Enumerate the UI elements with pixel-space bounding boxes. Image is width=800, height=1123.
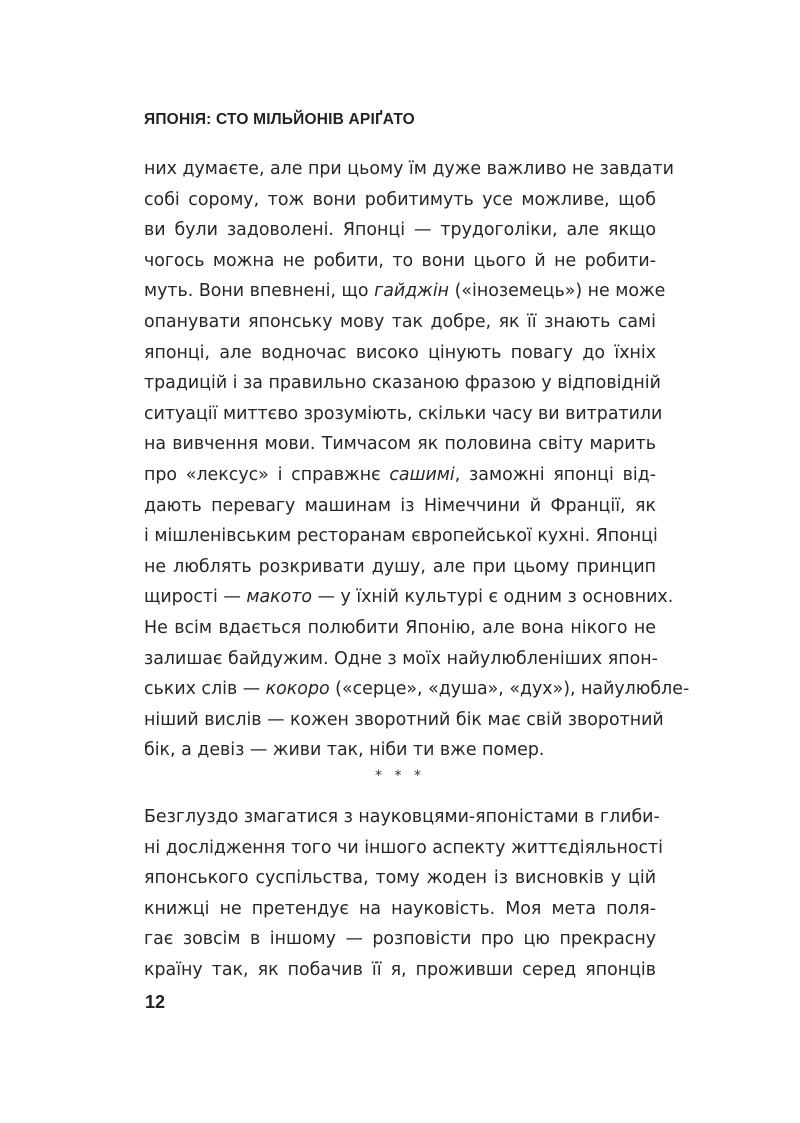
text-line [144,307,656,338]
paragraph-1 [144,154,690,766]
text-run: опанувати японську мову так добре, як її знають самі [144,311,656,332]
text-run: японського суспільства, тому жоден із висновків у цій [144,868,656,889]
text-line [144,399,663,430]
text-run: японці, але водночас високо цінують повагу до їхніх [144,342,656,363]
text-run: муть. Вони впевнені, що [144,281,375,302]
text-run: ні дослідження того чи іншого аспекту життєдіяльності [144,837,663,858]
text-run: про «лексус» і справжнє [144,464,390,485]
text-run: собі сорому, тож вони робитимуть усе можливе, щоб [144,189,656,210]
text-line [144,833,663,864]
text-line [144,894,656,925]
text-run: Безглуздо змагатися з науковцями-японістами в глиби- [144,807,660,827]
text-line [144,674,690,705]
text-line [144,802,660,833]
text-run: ніший вислів — кожен зворотний бік має свій зворотний [144,709,664,730]
text-run: на вивчення мови. Тимчасом як половина світу марить [144,434,656,455]
text-run: ситуації миттєво зрозуміють, скільки часу ви витратили [144,403,663,424]
text-run: («іноземець») не може [449,281,666,302]
text-run: чогось можна не робити, то вони цього й не робити- [144,250,656,271]
section-separator: * * * [375,768,425,784]
text-run: Не всім вдається полюбити Японію, але вона нікого не [144,617,656,638]
text-line [144,705,664,736]
text-line [144,924,656,955]
text-line [144,521,656,552]
text-run: бік, а девіз — живи так, ніби ти вже помер. [144,740,545,761]
italic-term: сашимі [389,464,455,485]
text-run: залишає байдужим. Одне з моїх найулюбленіших япон- [144,648,658,669]
text-line [144,955,656,986]
text-line [144,215,656,246]
italic-term: кокоро [265,679,330,700]
text-line [144,644,656,675]
text-line [144,185,656,216]
text-line [144,491,656,522]
text-run: — у їхній культурі є одним з основних. [312,587,674,608]
text-run: , заможні японці від- [454,464,656,485]
text-run: щирості — [144,587,247,608]
text-run: не люблять розкривати душу, але при цьому принцип [144,556,656,577]
text-run: книжці не претендує на науковість. Моя мета поля- [144,898,656,919]
text-line [144,246,656,277]
running-head: ЯПОНІЯ: СТО МІЛЬЙОНІВ АРІҐАТО [144,111,415,128]
text-run: дають перевагу машинам із Німеччини й Франції, як [144,495,656,516]
italic-term: гайджін [374,281,450,302]
text-line [144,582,674,613]
italic-term: макото [246,587,313,608]
text-run: («серце», «душа», «дух»), найулюбле- [329,679,690,700]
text-line [144,429,656,460]
text-run: них думаєте, але при цьому їм дуже важливо не завдати [144,159,674,179]
text-run: ви були задоволені. Японці — трудоголіки, але якщо [144,220,656,241]
text-line [144,338,656,369]
text-run: гає зовсім в іншому — розповісти про цю прекрасну [144,929,656,950]
text-line [144,863,656,894]
text-line [144,552,656,583]
text-run: ських слів — [144,679,266,700]
text-line [144,613,656,644]
text-line [144,368,661,399]
paragraph-2 [144,802,663,986]
text-run: традицій і за правильно сказаною фразою у відповідній [144,373,661,394]
page-number: 12 [145,992,166,1012]
text-line [144,735,656,766]
text-run: країну так, як побачив її я, проживши серед японців [144,959,656,980]
text-line [144,460,656,491]
text-line [144,154,674,185]
text-run: і мішленівським ресторанам європейської кухні. Японці [144,526,658,547]
text-line [144,276,666,307]
